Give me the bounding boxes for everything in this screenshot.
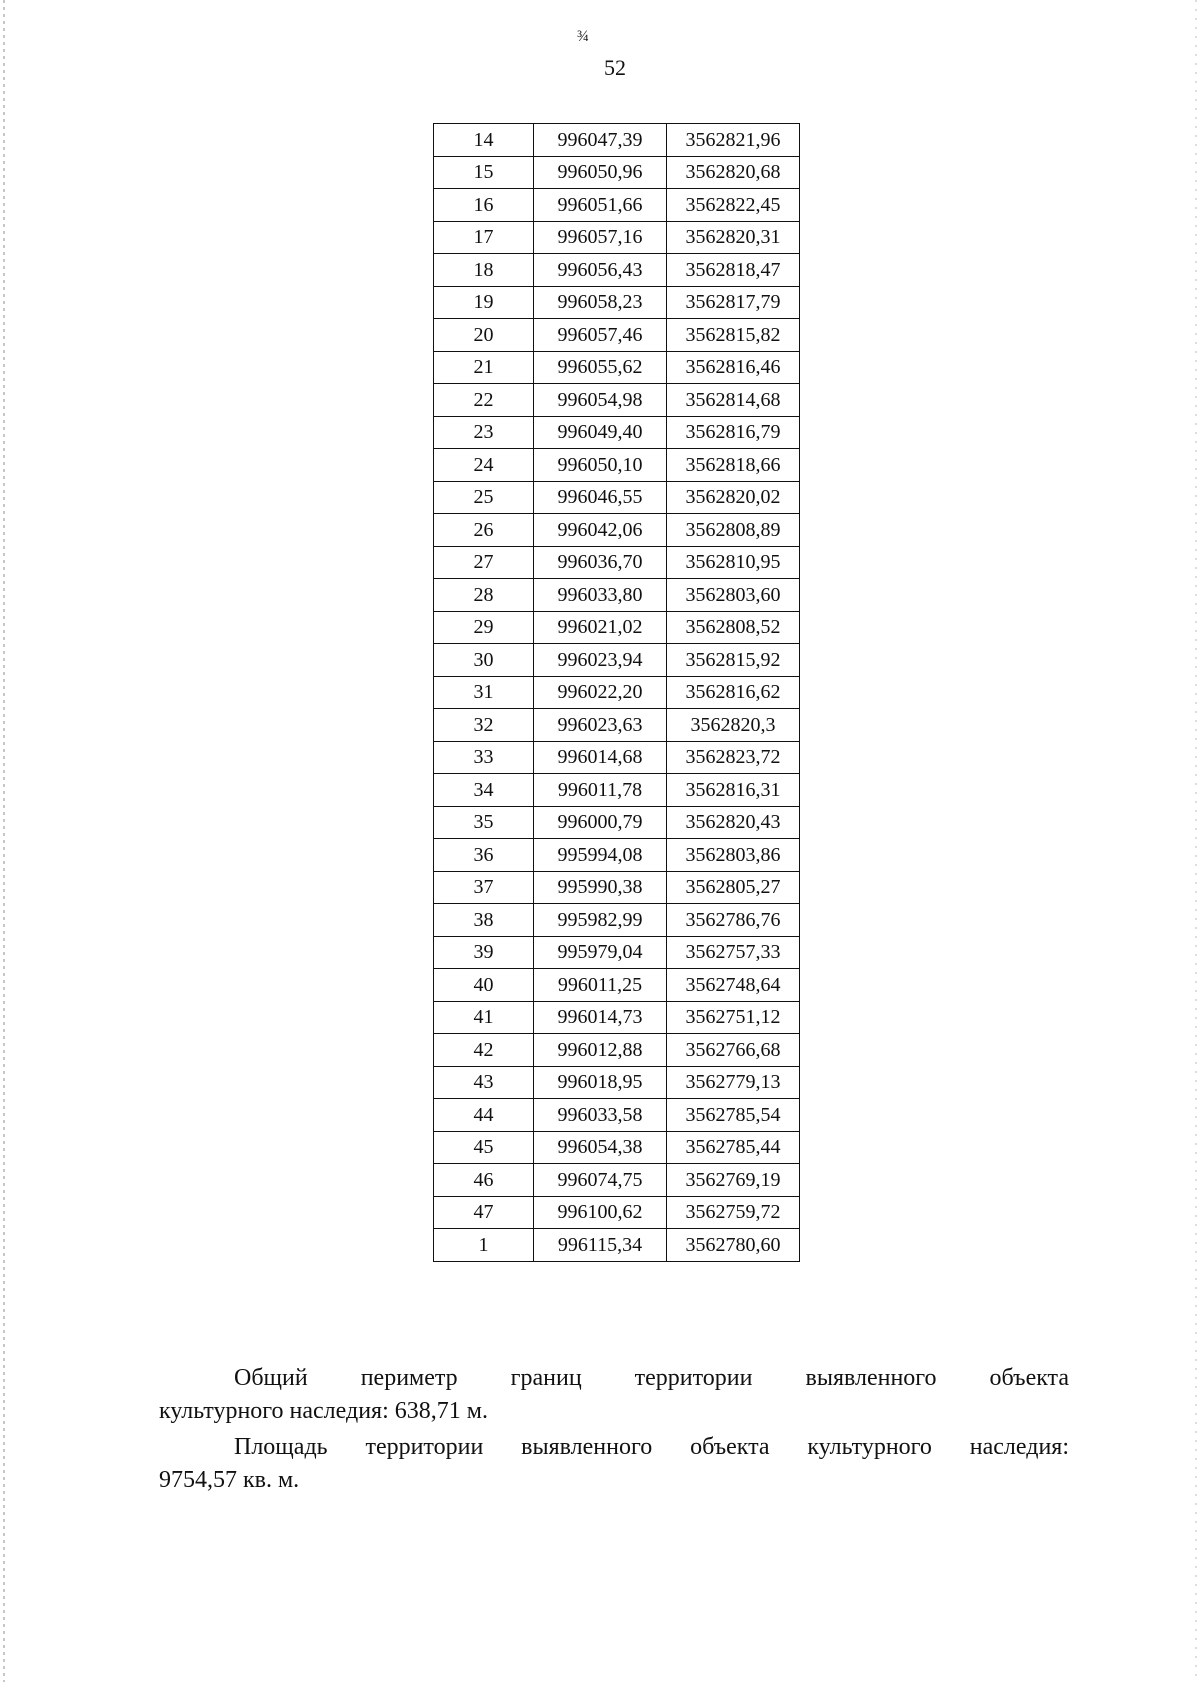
x-coordinate-cell: 996023,63 [534, 709, 667, 742]
point-number-cell: 24 [434, 449, 534, 482]
point-number-cell: 32 [434, 709, 534, 742]
point-number-cell: 36 [434, 839, 534, 872]
point-number-cell: 47 [434, 1196, 534, 1229]
table-row [434, 1229, 800, 1262]
x-coordinate-cell: 996033,58 [534, 1099, 667, 1132]
table-row [434, 221, 800, 254]
page-number: 52 [604, 55, 626, 80]
point-number-cell: 19 [434, 286, 534, 319]
y-coordinate-cell: 3562820,68 [667, 156, 800, 189]
y-coordinate-cell: 3562803,86 [667, 839, 800, 872]
y-coordinate-cell: 3562748,64 [667, 969, 800, 1002]
y-coordinate-cell: 3562816,46 [667, 351, 800, 384]
x-coordinate-cell: 996021,02 [534, 611, 667, 644]
table-row [434, 286, 800, 319]
point-number-cell: 14 [434, 124, 534, 157]
x-coordinate-cell: 996042,06 [534, 514, 667, 547]
table-row [434, 839, 800, 872]
point-number-cell: 35 [434, 806, 534, 839]
scan-edge-right [1195, 0, 1197, 1682]
point-number-cell: 18 [434, 254, 534, 287]
y-coordinate-cell: 3562815,82 [667, 319, 800, 352]
point-number-cell: 31 [434, 676, 534, 709]
table-row [434, 449, 800, 482]
y-coordinate-cell: 3562820,02 [667, 481, 800, 514]
table-row [434, 351, 800, 384]
point-number-cell: 33 [434, 741, 534, 774]
area-line-1: Площадь территории выявленного объекта культурного наследия: [234, 1434, 1069, 1460]
table-row [434, 969, 800, 1002]
table-row [434, 546, 800, 579]
x-coordinate-cell: 996054,38 [534, 1131, 667, 1164]
perimeter-line-2: культурного наследия: 638,71 м. [159, 1398, 488, 1424]
x-coordinate-cell: 996046,55 [534, 481, 667, 514]
table-row [434, 1099, 800, 1132]
point-number-cell: 37 [434, 871, 534, 904]
x-coordinate-cell: 995979,04 [534, 936, 667, 969]
coordinates-table [433, 123, 800, 1262]
x-coordinate-cell: 996047,39 [534, 124, 667, 157]
y-coordinate-cell: 3562808,52 [667, 611, 800, 644]
x-coordinate-cell: 996011,78 [534, 774, 667, 807]
y-coordinate-cell: 3562820,31 [667, 221, 800, 254]
table-row [434, 416, 800, 449]
table-row [434, 709, 800, 742]
x-coordinate-cell: 996033,80 [534, 579, 667, 612]
table-row [434, 774, 800, 807]
y-coordinate-cell: 3562821,96 [667, 124, 800, 157]
x-coordinate-cell: 996050,10 [534, 449, 667, 482]
table-row [434, 124, 800, 157]
table-row [434, 904, 800, 937]
perimeter-line-1: Общий периметр границ территории выявленного объекта [234, 1365, 1069, 1391]
point-number-cell: 40 [434, 969, 534, 1002]
table-row [434, 611, 800, 644]
y-coordinate-cell: 3562759,72 [667, 1196, 800, 1229]
top-mark: ¾ [577, 28, 589, 45]
x-coordinate-cell: 996057,46 [534, 319, 667, 352]
point-number-cell: 23 [434, 416, 534, 449]
y-coordinate-cell: 3562816,62 [667, 676, 800, 709]
table-row [434, 741, 800, 774]
y-coordinate-cell: 3562818,66 [667, 449, 800, 482]
x-coordinate-cell: 996074,75 [534, 1164, 667, 1197]
scan-edge-left [3, 0, 5, 1682]
point-number-cell: 25 [434, 481, 534, 514]
y-coordinate-cell: 3562785,54 [667, 1099, 800, 1132]
x-coordinate-cell: 996100,62 [534, 1196, 667, 1229]
point-number-cell: 41 [434, 1001, 534, 1034]
x-coordinate-cell: 996054,98 [534, 384, 667, 417]
point-number-cell: 46 [434, 1164, 534, 1197]
x-coordinate-cell: 996014,68 [534, 741, 667, 774]
y-coordinate-cell: 3562823,72 [667, 741, 800, 774]
y-coordinate-cell: 3562751,12 [667, 1001, 800, 1034]
point-number-cell: 34 [434, 774, 534, 807]
point-number-cell: 22 [434, 384, 534, 417]
y-coordinate-cell: 3562780,60 [667, 1229, 800, 1262]
y-coordinate-cell: 3562817,79 [667, 286, 800, 319]
table-row [434, 319, 800, 352]
point-number-cell: 21 [434, 351, 534, 384]
y-coordinate-cell: 3562766,68 [667, 1034, 800, 1067]
x-coordinate-cell: 996011,25 [534, 969, 667, 1002]
y-coordinate-cell: 3562803,60 [667, 579, 800, 612]
x-coordinate-cell: 996056,43 [534, 254, 667, 287]
y-coordinate-cell: 3562786,76 [667, 904, 800, 937]
x-coordinate-cell: 996055,62 [534, 351, 667, 384]
table-row [434, 676, 800, 709]
y-coordinate-cell: 3562805,27 [667, 871, 800, 904]
point-number-cell: 45 [434, 1131, 534, 1164]
point-number-cell: 16 [434, 189, 534, 222]
x-coordinate-cell: 996014,73 [534, 1001, 667, 1034]
x-coordinate-cell: 996115,34 [534, 1229, 667, 1262]
x-coordinate-cell: 996036,70 [534, 546, 667, 579]
table-row [434, 1164, 800, 1197]
x-coordinate-cell: 996057,16 [534, 221, 667, 254]
point-number-cell: 30 [434, 644, 534, 677]
table-row [434, 1066, 800, 1099]
point-number-cell: 20 [434, 319, 534, 352]
table-row [434, 156, 800, 189]
y-coordinate-cell: 3562822,45 [667, 189, 800, 222]
y-coordinate-cell: 3562814,68 [667, 384, 800, 417]
x-coordinate-cell: 995994,08 [534, 839, 667, 872]
y-coordinate-cell: 3562820,3 [667, 709, 800, 742]
y-coordinate-cell: 3562816,31 [667, 774, 800, 807]
point-number-cell: 17 [434, 221, 534, 254]
x-coordinate-cell: 996012,88 [534, 1034, 667, 1067]
x-coordinate-cell: 996023,94 [534, 644, 667, 677]
x-coordinate-cell: 996050,96 [534, 156, 667, 189]
x-coordinate-cell: 996000,79 [534, 806, 667, 839]
y-coordinate-cell: 3562820,43 [667, 806, 800, 839]
perimeter-paragraph [159, 1362, 1069, 1428]
table-row [434, 514, 800, 547]
table-row [434, 644, 800, 677]
x-coordinate-cell: 996049,40 [534, 416, 667, 449]
y-coordinate-cell: 3562779,13 [667, 1066, 800, 1099]
table-row [434, 1034, 800, 1067]
table-row [434, 189, 800, 222]
y-coordinate-cell: 3562815,92 [667, 644, 800, 677]
x-coordinate-cell: 996018,95 [534, 1066, 667, 1099]
x-coordinate-cell: 996058,23 [534, 286, 667, 319]
table-row [434, 579, 800, 612]
point-number-cell: 1 [434, 1229, 534, 1262]
point-number-cell: 44 [434, 1099, 534, 1132]
y-coordinate-cell: 3562818,47 [667, 254, 800, 287]
x-coordinate-cell: 996051,66 [534, 189, 667, 222]
y-coordinate-cell: 3562757,33 [667, 936, 800, 969]
point-number-cell: 15 [434, 156, 534, 189]
area-line-2: 9754,57 кв. м. [159, 1467, 300, 1493]
y-coordinate-cell: 3562810,95 [667, 546, 800, 579]
point-number-cell: 43 [434, 1066, 534, 1099]
table-row [434, 254, 800, 287]
y-coordinate-cell: 3562808,89 [667, 514, 800, 547]
y-coordinate-cell: 3562785,44 [667, 1131, 800, 1164]
table-row [434, 871, 800, 904]
point-number-cell: 29 [434, 611, 534, 644]
x-coordinate-cell: 995982,99 [534, 904, 667, 937]
table-row [434, 1131, 800, 1164]
table-row [434, 936, 800, 969]
coordinates-table-body [434, 124, 800, 1262]
table-row [434, 481, 800, 514]
point-number-cell: 28 [434, 579, 534, 612]
y-coordinate-cell: 3562816,79 [667, 416, 800, 449]
point-number-cell: 38 [434, 904, 534, 937]
point-number-cell: 26 [434, 514, 534, 547]
x-coordinate-cell: 995990,38 [534, 871, 667, 904]
table-row [434, 1196, 800, 1229]
point-number-cell: 42 [434, 1034, 534, 1067]
table-row [434, 806, 800, 839]
point-number-cell: 39 [434, 936, 534, 969]
table-row [434, 384, 800, 417]
table-row [434, 1001, 800, 1034]
y-coordinate-cell: 3562769,19 [667, 1164, 800, 1197]
area-paragraph [159, 1431, 1069, 1497]
x-coordinate-cell: 996022,20 [534, 676, 667, 709]
point-number-cell: 27 [434, 546, 534, 579]
